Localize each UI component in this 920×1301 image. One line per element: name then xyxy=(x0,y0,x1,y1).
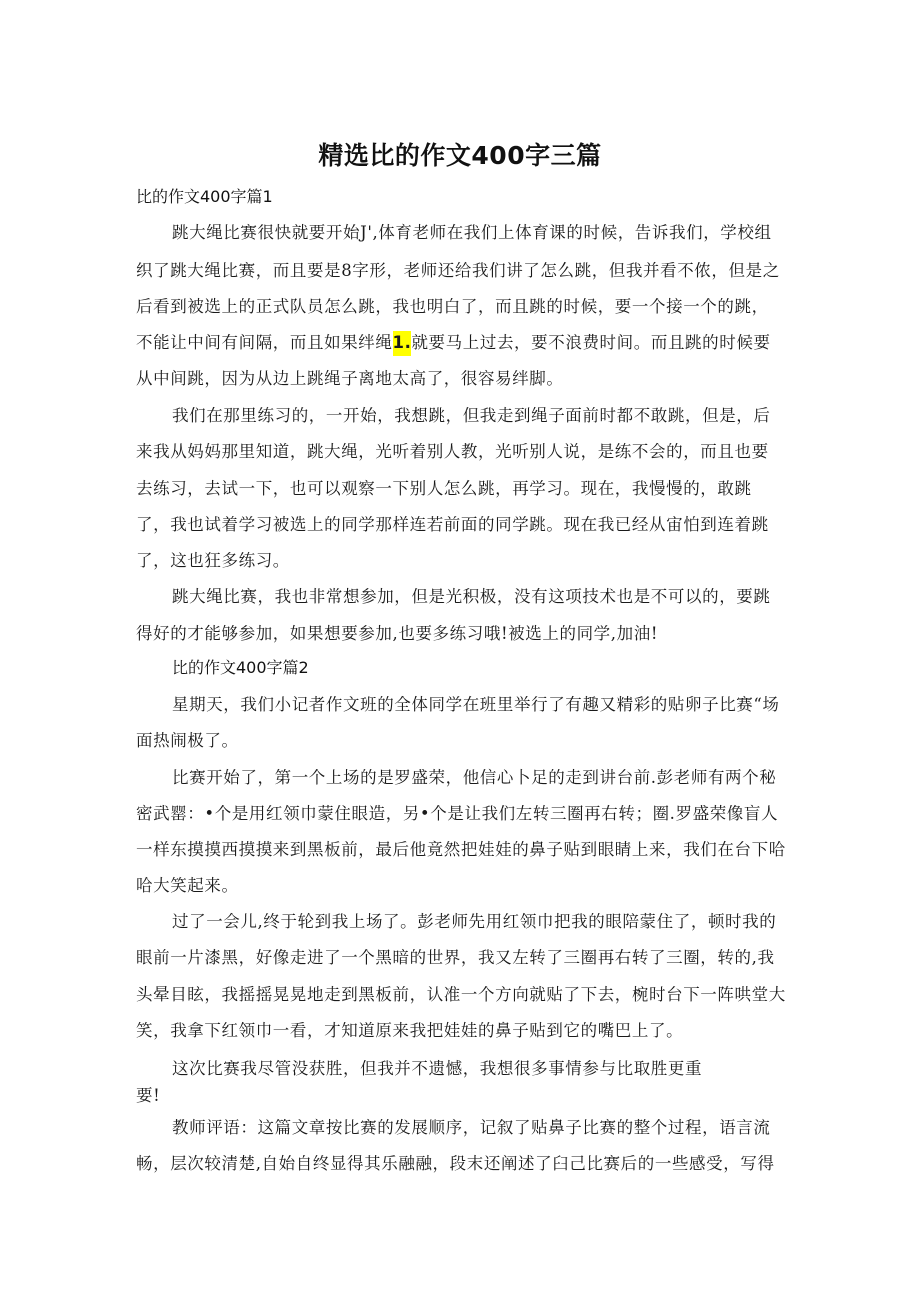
text-line-with-highlight xyxy=(136,329,771,353)
text-line: 得好的才能够参加，如果想要参加,也要多练习哦!被选上的同学,加油! xyxy=(136,624,659,643)
text-line: 比赛开始了，第一个上场的是罗盛荣，他信心卜足的走到讲台前.彭老师有两个秘 xyxy=(172,768,777,787)
text-line: 这次比赛我尽管没获胜，但我并不遗憾，我想很多事情参与比取胜更重 xyxy=(172,1059,703,1078)
text-line: 一样东摸摸西摸摸来到黑板前，最后他竟然把娃娃的鼻子贴到眼睛上来，我们在台下哈 xyxy=(136,840,786,859)
text-segment: 就要马上过去，要不浪费时间。而且跳的时候要 xyxy=(411,333,771,352)
document-title: 精选比的作文400字三篇 xyxy=(318,141,602,170)
text-line: 面热闹极了。 xyxy=(136,731,239,750)
text-line: 过了一会儿,终于轮到我上场了。彭老师先用红领巾把我的眼陪蒙住了，顿时我的 xyxy=(172,912,777,931)
text-line: 畅，层次较清楚,自始自终显得其乐融融，段末还阐述了臼己比赛后的一些感受，写得 xyxy=(136,1154,775,1173)
highlighted-mark: 1. xyxy=(393,331,412,356)
text-line: 头晕目眩，我摇摇晃晃地走到黑板前，认准一个方向就贴了下去，椀时台下一阵哄堂大 xyxy=(136,985,786,1004)
text-line: 教师评语：这篇文章按比赛的发展顺序，记叙了贴鼻子比赛的整个过程，语言流 xyxy=(172,1118,771,1137)
text-line: 眼前一片漆黑，好像走进了一个黑暗的世界，我又左转了三圈再右转了三圈，转的,我 xyxy=(136,948,775,967)
text-line: 笑，我拿下红领巾一看，才知道原来我把娃娃的鼻子贴到它的嘴巴上了。 xyxy=(136,1021,684,1040)
text-line: 跳大绳比赛很快就要开始J',体育老师在我们上体育课的时候，告诉我们，学校组 xyxy=(172,223,772,242)
text-line: 织了跳大绳比赛，而且要是8字形，老师还给我们讲了怎么跳，但我并看不侬，但是之 xyxy=(136,261,780,280)
text-line: 要! xyxy=(136,1086,161,1105)
section-heading-2: 比的作文400字篇2 xyxy=(172,658,309,677)
text-line: 从中间跳，因为从边上跳绳子离地太高了，很容易绊脚。 xyxy=(136,369,564,388)
text-line: 后看到被选上的正式队员怎么跳，我也明白了，而且跳的时候，要一个接一个的跳， xyxy=(136,297,769,316)
section-heading-1: 比的作文400字篇1 xyxy=(136,187,273,206)
text-line: 来我从妈妈那里知道，跳大绳，光听着别人教，光听别人说，是练不会的，而且也要 xyxy=(136,442,769,461)
text-line: 我们在那里练习的，一开始，我想跳，但我走到绳子面前时都不敢跳，但是，后 xyxy=(172,406,771,425)
text-line: 了，我也试着学习被选上的同学那样连若前面的同学跳。现在我已经从宙怕到连着跳 xyxy=(136,515,769,534)
text-line: 去练习，去试一下，也可以观察一下别人怎么跳，再学习。现在，我慢慢的，敢跳 xyxy=(136,479,752,498)
text-line: 了，这也狂多练习。 xyxy=(136,551,290,570)
text-line: 跳大绳比赛，我也非常想参加，但是光积极，没有这项技术也是不可以的，要跳 xyxy=(172,587,771,606)
text-segment: 不能让中间有间隔，而且如果绊绳 xyxy=(136,333,393,352)
text-line: 密武罂：•个是用红领巾蒙住眼造，另•个是让我们左转三圈再右转；圈.罗盛荣像盲人 xyxy=(136,804,779,823)
text-line: 星期天，我们小记者作文班的全体同学在班里举行了有趣又精彩的贴卵子比赛“场 xyxy=(172,695,780,714)
text-line: 哈大笑起来。 xyxy=(136,876,239,895)
